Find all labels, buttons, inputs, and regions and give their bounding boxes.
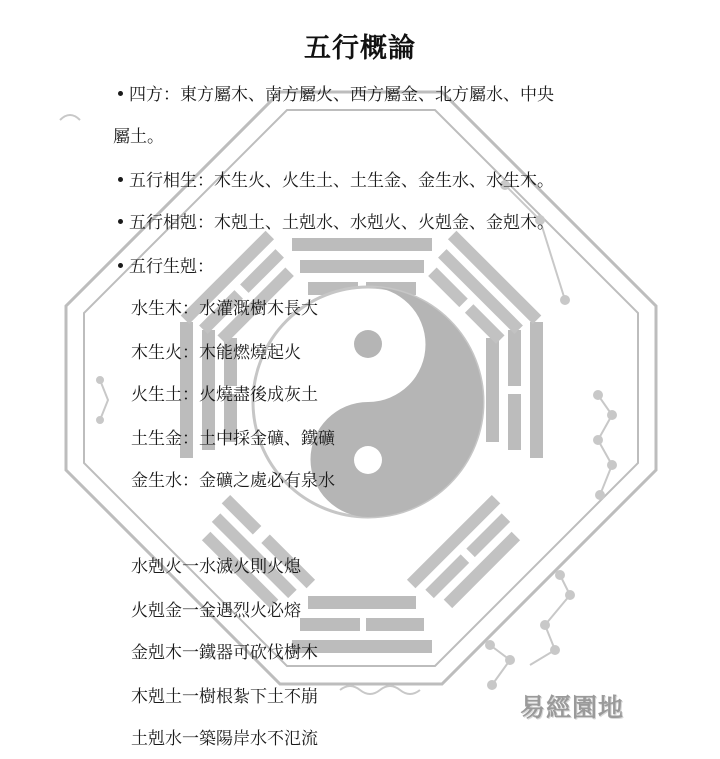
bullet-text: 五行相生：木生火、火生土、土生金、金生水、水生木。 xyxy=(129,171,554,191)
sheng-item: 土生金：土中採金礦、鐵礦 xyxy=(131,429,335,449)
bullet-text: 五行相剋：木剋土、土剋水、水剋火、火剋金、金剋木。 xyxy=(129,213,554,233)
watermark-text: 易經園地 xyxy=(520,693,625,722)
bullet-sifang xyxy=(118,80,554,105)
bullet-sifang-continued: 屬土。 xyxy=(113,127,164,147)
bullet-xiangke xyxy=(118,208,554,233)
ke-item: 水剋火一水滅火則火熄 xyxy=(131,557,301,577)
bullet-dot xyxy=(118,91,123,96)
bullet-text: 四方：東方屬木、南方屬火、西方屬金、北方屬水、中央 xyxy=(129,85,554,105)
bullet-dot xyxy=(118,263,123,268)
bullet-text: 五行生剋： xyxy=(129,257,214,277)
bullet-dot xyxy=(118,177,123,182)
sheng-item: 木生火：木能燃燒起火 xyxy=(131,343,301,363)
bullet-xiangsheng xyxy=(118,166,554,191)
sheng-item: 火生土：火燒盡後成灰土 xyxy=(131,385,318,405)
bullet-shengke xyxy=(118,252,214,277)
sheng-item: 水生木：水灌溉樹木長大 xyxy=(131,299,318,319)
ke-item: 土剋水一築陽岸水不氾流 xyxy=(131,729,318,749)
bullet-dot xyxy=(118,219,123,224)
ke-item: 木剋土一樹根紮下土不崩 xyxy=(131,687,318,707)
page-title: 五行概論 xyxy=(304,33,416,64)
sheng-item: 金生水：金礦之處必有泉水 xyxy=(131,471,335,491)
ke-item: 火剋金一金遇烈火必熔 xyxy=(131,601,301,621)
ke-item: 金剋木一鐵器可砍伐樹木 xyxy=(131,643,318,663)
